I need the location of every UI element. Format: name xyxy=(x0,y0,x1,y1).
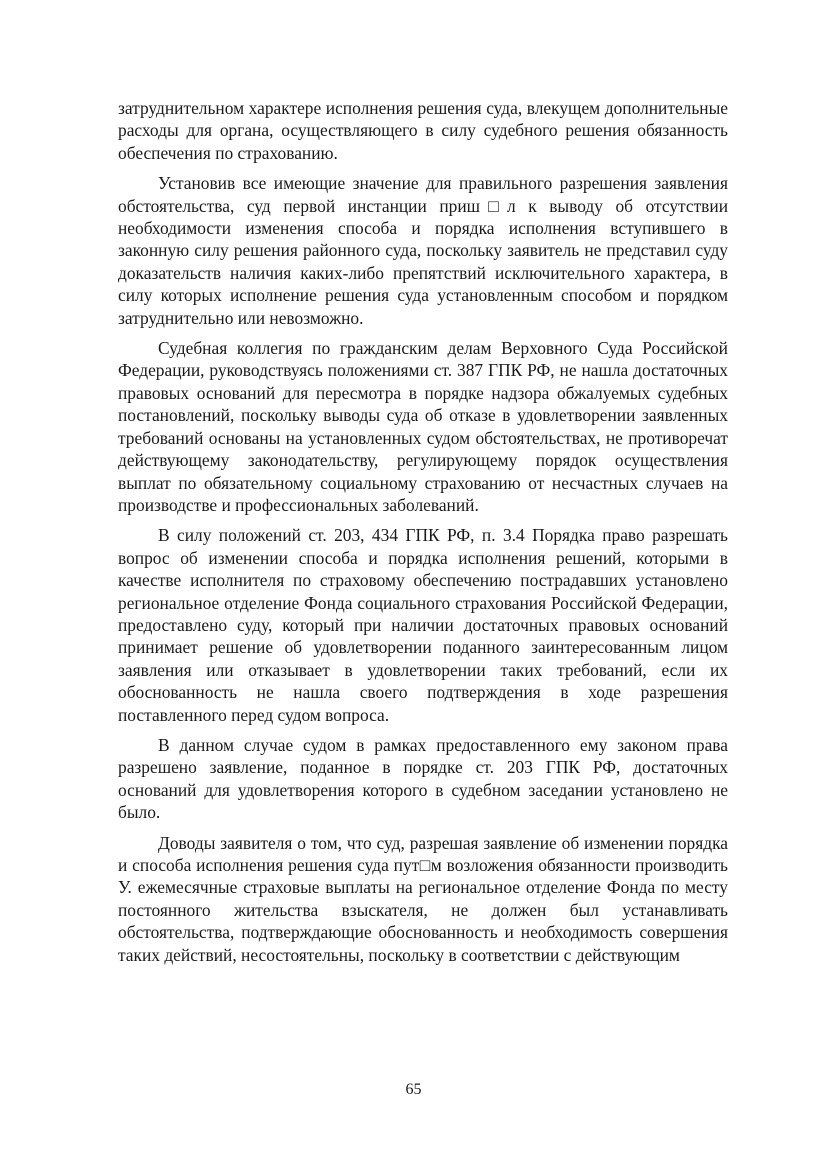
paragraph-gap xyxy=(118,164,728,172)
paragraph-4: В силу положений ст. 203, 434 ГПК РФ, п. 3.4 Порядка право разрешать вопрос об изменении способа и порядка исполнения решений, которыми в качестве исполнителя по страховому обеспечению пострадавших установлено региональное отделение Фонда социального страхования Российской Федерации, предоставлено суду, который при наличии достаточных правовых оснований принимает решение об удовлетворении поданного заинтересованным лицом заявления или отказывает в удовлетворении таких требований, если их обоснованность не нашла своего подтверждения в ходе разрешения поставленного перед судом вопроса. xyxy=(118,525,728,725)
paragraph-gap xyxy=(118,329,728,337)
paragraph-5: В данном случае судом в рамках предоставленного ему законом права разрешено заявление, поданное в порядке ст. 203 ГПК РФ, достаточных оснований для удовлетворения которого в судебном заседании установлено не было. xyxy=(118,734,728,823)
paragraph-gap xyxy=(118,516,728,524)
paragraph-gap xyxy=(118,824,728,832)
page-number: 65 xyxy=(405,1081,422,1098)
paragraph-6: Доводы заявителя о том, что суд, разрешая заявление об изменении порядка и способа исполнения решения суда пут□м возложения обязанности производить У. ежемесячные страховые выплаты на региональное отделение Фонда по месту постоянного жительства взыскателя, не должен был устанавливать обстоятельства, подтверждающие обоснованность и необходимость совершения таких действий, несостоятельны, поскольку в соответствии с действующим xyxy=(118,832,728,965)
paragraph-2: Установив все имеющие значение для правильного разрешения заявления обстоятельства, суд первой инстанции приш□л к выводу об отсутствии необходимости изменения способа и порядка исполнения вступившего в законную силу решения районного суда, поскольку заявитель не представил суду доказательств наличия каких-либо препятствий исключительного характера, в силу которых исполнение решения суда установленным способом и порядком затруднительно или невозможно. xyxy=(118,173,728,328)
paragraph-3: Судебная коллегия по гражданским делам Верховного Суда Российской Федерации, руководствуясь положениями ст. 387 ГПК РФ, не нашла достаточных правовых оснований для пересмотра в порядке надзора обжалуемых судебных постановлений, поскольку выводы суда об отказе в удовлетворении заявленных требований основаны на установленных судом обстоятельствах, не противоречат действующему законодательству, регулирующему порядок осуществления выплат по обязательному социальному страхованию от несчастных случаев на производстве и профессиональных заболеваний. xyxy=(118,338,728,515)
paragraph-gap xyxy=(118,726,728,734)
paragraph-1: затруднительном характере исполнения решения суда, влекущем дополнительные расходы для органа, осуществляющего в силу судебного решения обязанность обеспечения по страхованию. xyxy=(118,98,728,163)
document-body xyxy=(118,97,728,966)
